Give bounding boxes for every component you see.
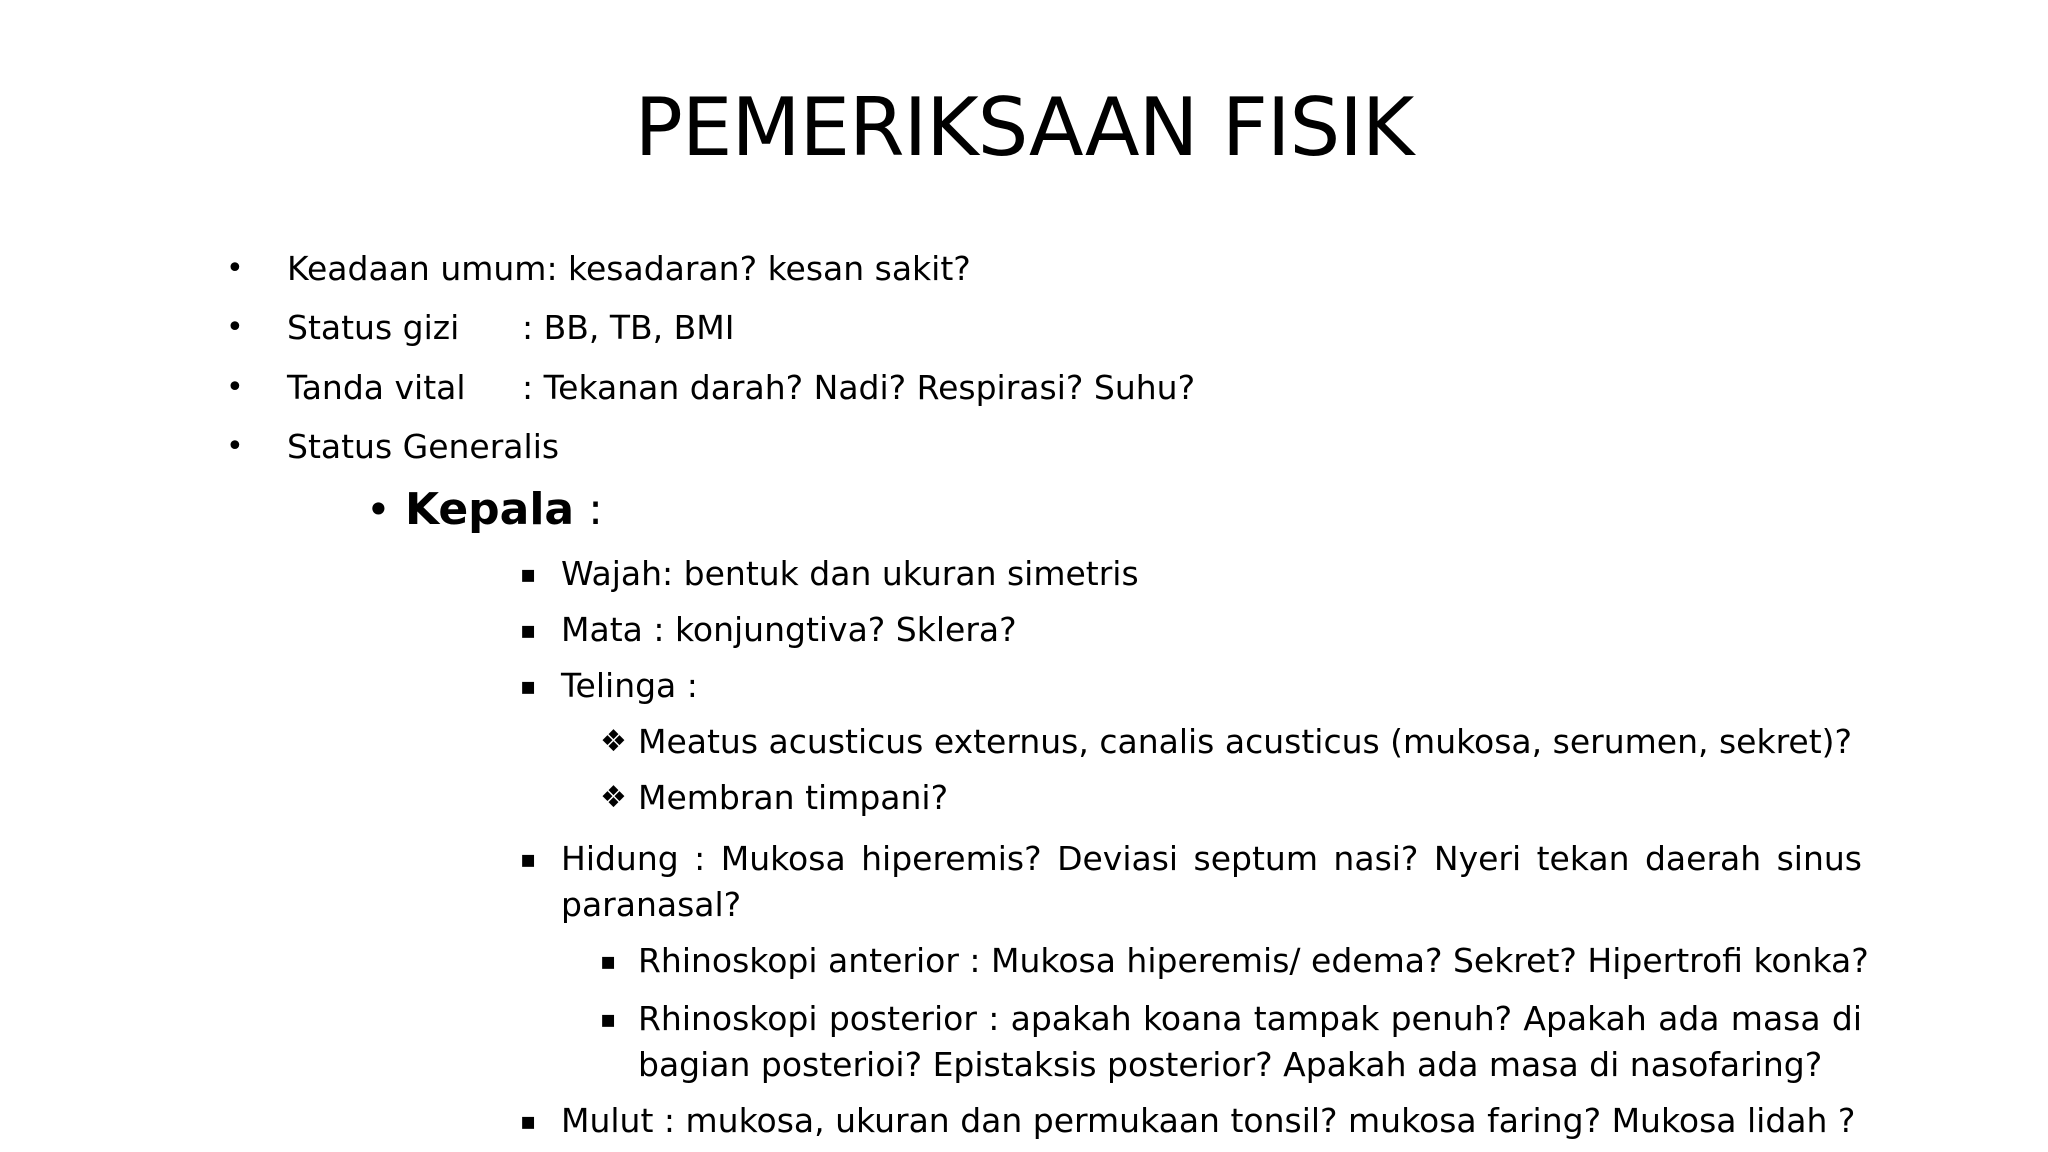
kepala-heading bbox=[405, 486, 603, 534]
square-bullet-icon: ▪ bbox=[600, 1005, 617, 1033]
kepala-suffix: : bbox=[574, 484, 603, 535]
telinga-item-meatus: Meatus acusticus externus, canalis acusticus (mukosa, serumen, sekret)? bbox=[638, 722, 1853, 761]
rhinoskopi-anterior-text: Rhinoskopi anterior : Mukosa hiperemis/ edema? Sekret? Hipertrofi konka? bbox=[638, 941, 1869, 980]
square-bullet-icon: ▪ bbox=[520, 672, 537, 700]
hidung-text: Hidung : Mukosa hiperemis? Deviasi septum nasi? Nyeri tekan daerah sinus paranasal? bbox=[561, 839, 1862, 924]
kepala-label: Kepala bbox=[405, 484, 575, 535]
status-gizi-row bbox=[287, 305, 735, 351]
bullet-dot-icon: • bbox=[226, 370, 244, 405]
telinga-item-membran: Membran timpani? bbox=[638, 778, 949, 817]
rhinoskopi-posterior-text: Rhinoskopi posterior : apakah koana tampak penuh? Apakah ada masa di bagian posterioi? Epistaksis posterior? Apakah ada masa di nasofaring? bbox=[638, 999, 1862, 1084]
bullet-dot-icon: • bbox=[366, 485, 391, 534]
telinga-label: Telinga : bbox=[561, 666, 698, 705]
wajah-text: Wajah: bentuk dan ukuran simetris bbox=[561, 554, 1139, 593]
page-title: PEMERIKSAAN FISIK bbox=[634, 81, 1414, 174]
square-bullet-icon: ▪ bbox=[600, 947, 617, 975]
status-gizi-label: Status gizi bbox=[287, 308, 460, 347]
bullet-dot-icon: • bbox=[226, 251, 244, 286]
tanda-vital-label: Tanda vital bbox=[287, 368, 466, 407]
square-bullet-icon: ▪ bbox=[520, 616, 537, 644]
status-generalis-text: Status Generalis bbox=[287, 427, 560, 466]
bullet-dot-icon: • bbox=[226, 310, 244, 345]
diamond-bullet-icon: ❖ bbox=[600, 724, 627, 759]
tanda-vital-row bbox=[287, 365, 1196, 411]
tanda-vital-value: : Tekanan darah? Nadi? Respirasi? Suhu? bbox=[522, 368, 1196, 407]
square-bullet-icon: ▪ bbox=[520, 845, 537, 873]
status-gizi-value: : BB, TB, BMI bbox=[522, 308, 735, 347]
mulut-text: Mulut : mukosa, ukuran dan permukaan tonsil? mukosa faring? Mukosa lidah ? bbox=[561, 1101, 1856, 1140]
bullet-dot-icon: • bbox=[226, 429, 244, 464]
keadaan-umum-text: Keadaan umum: kesadaran? kesan sakit? bbox=[287, 249, 971, 288]
square-bullet-icon: ▪ bbox=[520, 560, 537, 588]
diamond-bullet-icon: ❖ bbox=[600, 780, 627, 815]
square-bullet-icon: ▪ bbox=[520, 1107, 537, 1135]
mata-text: Mata : konjungtiva? Sklera? bbox=[561, 610, 1017, 649]
